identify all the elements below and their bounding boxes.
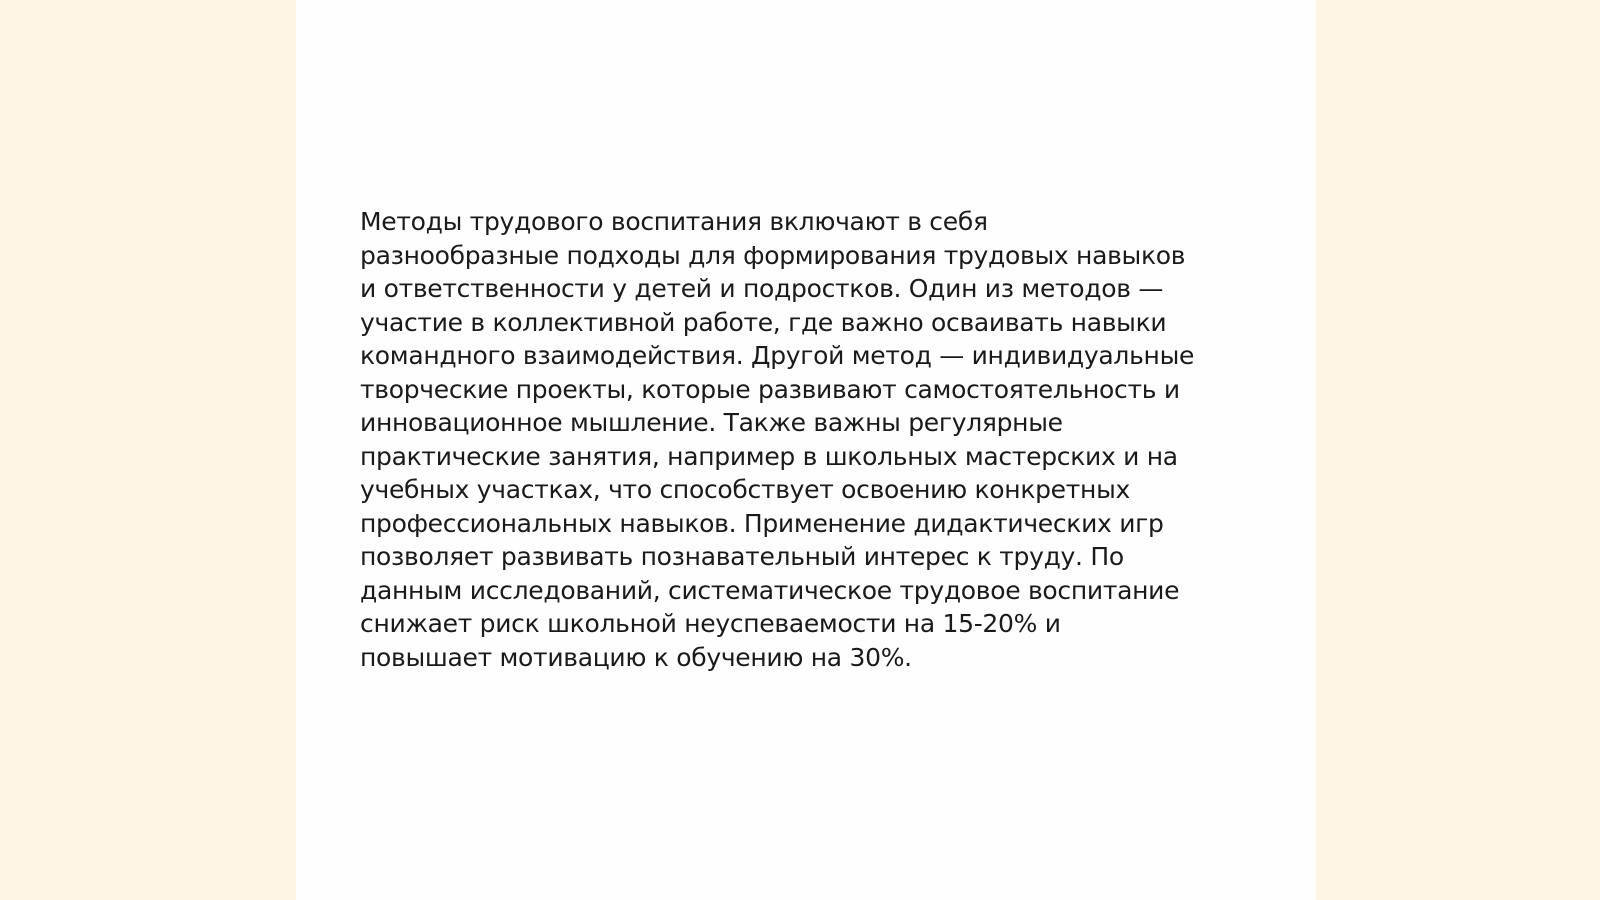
paragraph-line: учебных участках, что способствует освоению конкретных xyxy=(360,475,1131,504)
paragraph-line: и ответственности у детей и подростков. Один из методов — xyxy=(360,274,1164,303)
paragraph-line: данным исследований, систематическое трудовое воспитание xyxy=(360,575,1180,605)
paragraph-line: творческие проекты, которые развивают самостоятельность и xyxy=(360,374,1180,404)
paragraph-line: позволяет развивать познавательный интерес к труду. По xyxy=(360,542,1124,571)
slide-page xyxy=(296,0,1316,900)
left-margin-band xyxy=(0,0,296,900)
right-margin-band xyxy=(1316,0,1600,900)
paragraph-line: разнообразные подходы для формирования трудовых навыков xyxy=(360,240,1186,270)
paragraph-line: повышает мотивацию к обучению на 30%. xyxy=(360,642,912,672)
paragraph-line: профессиональных навыков. Применение дидактических игр xyxy=(360,508,1164,538)
body-paragraph xyxy=(360,205,1260,674)
paragraph-line: Методы трудового воспитания включают в себя xyxy=(360,207,988,236)
paragraph-line: снижает риск школьной неуспеваемости на 15-20% и xyxy=(360,609,1061,638)
paragraph-line: практические занятия, например в школьных мастерских и на xyxy=(360,441,1178,471)
paragraph-line: командного взаимодействия. Другой метод — индивидуальные xyxy=(360,341,1195,370)
paragraph-line: участие в коллективной работе, где важно осваивать навыки xyxy=(360,307,1167,337)
paragraph-line: инновационное мышление. Также важны регулярные xyxy=(360,408,1063,437)
